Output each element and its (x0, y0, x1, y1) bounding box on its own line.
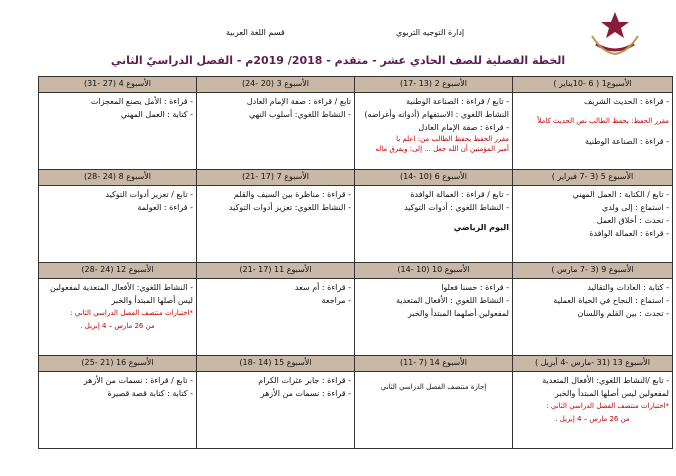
content-line: - تابع / الكتابة : العمل المهني (572, 190, 669, 199)
week-16-header: الأسبوع 16 (21 -25) (39, 356, 197, 372)
week-7-content (197, 186, 355, 263)
week-11-header: الأسبوع 11 (17 -21) (197, 263, 355, 279)
week-13-content (513, 372, 673, 449)
content-line: - تابع / قراءة : العمالة الوافدة (410, 190, 509, 199)
content-line: - النشاط اللغوي: الأفعال المتعدية لمفعولين (50, 283, 193, 292)
content-line: من 26 مارس – 4 إبريل . (555, 415, 630, 423)
content-line: - تابع / قراءة : نسمات من الأزهر (83, 376, 193, 385)
content-line: - تابع /النشاط اللغوي: الأفعال المتعدية (542, 376, 669, 385)
week-14-content (355, 372, 513, 449)
content-line: من 26 مارس – 4 إبريل . (80, 322, 155, 330)
content-line: مقرر الحفظ: يحفظ الطالب نص الحديث كاملاً (537, 117, 669, 125)
content-line: *اختبارات منتصف الفصل الدراسي الثاني : (70, 309, 193, 317)
week-16-content (39, 372, 197, 449)
content-line: اليوم الرياضي (453, 223, 509, 232)
content-line: - قراءة : مناظرة بين السيف والقلم (233, 190, 351, 199)
content-line: - استماع : إلى ولدي (601, 203, 669, 212)
content-line: أمير المؤمنين أن الله جعل ... إلى: ويفرق ماله (375, 145, 509, 153)
content-line: تابع / قراءة : صفة الإمام العادل (246, 97, 351, 106)
content-line: - كتابة : العادات والتقاليد (587, 283, 669, 292)
week-2-content (355, 93, 513, 170)
week-3-content (197, 93, 355, 170)
week-9-header: الأسبوع 9 (3 -7 مارس ) (513, 263, 673, 279)
week-2-header: الأسبوع 2 (13 -17) (355, 77, 513, 93)
page-title: الخطة الفصلية للصف الحادي عشر - متقدم - 2018/ 2019م - الفصل الدراسيّ الثاني (110, 54, 566, 67)
department-label: قسم اللغة العربية (226, 28, 285, 37)
content-line: - النشاط اللغوي : الأفعال المتعدية (396, 296, 509, 305)
content-line: ليس أصلها المبتدأ والخبر (111, 296, 193, 305)
week-12-header: الأسبوع 12 (24 -28) (39, 263, 197, 279)
content-line: لمفعولين ليس أصلها المبتدأ والخبر (554, 389, 669, 398)
content-line: - قراءة : أم سعد (294, 283, 351, 292)
week-5-content (513, 186, 673, 263)
week-3-header: الأسبوع 3 (20 -24) (197, 77, 355, 93)
content-line: النشاط اللغوي : الاستفهام (أدواته وأغراضه) (364, 110, 509, 119)
content-line: - مراجعة (321, 296, 351, 305)
content-line: - كتابة : كتابة قصة قصيرة (107, 389, 193, 398)
content-line: - قراءة : الصناعة الوطنية (585, 137, 669, 146)
content-line: - تابع / تعزيز أدوات التوكيد (105, 190, 193, 199)
content-line: - قراءة : نسمات من الأزهر (260, 389, 351, 398)
week-9-content (513, 279, 673, 356)
week-8-content (39, 186, 197, 263)
content-line: - قراءة : العولمة (137, 203, 193, 212)
content-line: - النشاط اللغوي: تعزيز أدوات التوكيد (228, 203, 351, 212)
content-line: - كتابة : العمل المهني (120, 110, 193, 119)
week-10-header: الأسبوع 10 (10 -14) (355, 263, 513, 279)
week-11-content (197, 279, 355, 356)
week-6-header: الأسبوع 6 (10 -14) (355, 170, 513, 186)
week-7-header: الأسبوع 7 (17 -21) (197, 170, 355, 186)
content-line: - النشاط اللغوي: أسلوب النهي (248, 110, 351, 119)
content-line: - قراءة : الأمل يصنع المعجزات (90, 97, 193, 106)
week-4-header: الأسبوع 4 (27 -31) (39, 77, 197, 93)
content-line: - تحدث : بين القلم واللسان (577, 309, 669, 318)
content-line: *اختبارات منتصف الفصل الدراسي الثاني : (546, 402, 669, 410)
content-line: - تحدث : أخلاق العمل (596, 216, 669, 225)
week-15-content (197, 372, 355, 449)
week-1-content (513, 93, 673, 170)
content-line: - تابع / قراءة : الصناعة الوطنية (406, 97, 509, 106)
content-line: - قراءة : جابر عثرات الكرام (258, 376, 351, 385)
week-12-content (39, 279, 197, 356)
week-5-header: الأسبوع 5 (3 -7 فبراير ) (513, 170, 673, 186)
content-line: - قراءة : الحديث الشريف (584, 97, 669, 106)
content-line: إجازة منتصف الفصل الدراسي الثاني (380, 383, 487, 391)
content-line: - النشاط اللغوي : أدوات التوكيد (404, 203, 509, 212)
content-line: - قراءة : حسنا فعلوا (441, 283, 509, 292)
content-line: - استماع : النجاح في الحياة العملية (553, 296, 669, 305)
week-1-header: الأسبوع1 ( 6 -10يناير ) (513, 77, 673, 93)
content-line: - قراءة : العمالة الوافدة (589, 229, 669, 238)
week-15-header: الأسبوع 15 (14 -18) (197, 356, 355, 372)
week-14-header: الأسبوع 14 (7 -11) (355, 356, 513, 372)
directorate-label: إدارة التوجيه التربوي (396, 28, 465, 37)
week-10-content (355, 279, 513, 356)
week-13-header: الأسبوع 13 (31 -مارس -4 أبريل ) (513, 356, 673, 372)
plan-table (38, 76, 673, 449)
week-4-content (39, 93, 197, 170)
week-6-content (355, 186, 513, 263)
week-8-header: الأسبوع 8 (24 -28) (39, 170, 197, 186)
content-line: - قراءة : صفة الإمام العادل (418, 123, 509, 132)
content-line: مقرر الحفظ يحفظ الطالب من: اعلم يا (396, 135, 509, 143)
content-line: لمفعولين أصلهما المبتدأ والخبر (407, 309, 509, 318)
